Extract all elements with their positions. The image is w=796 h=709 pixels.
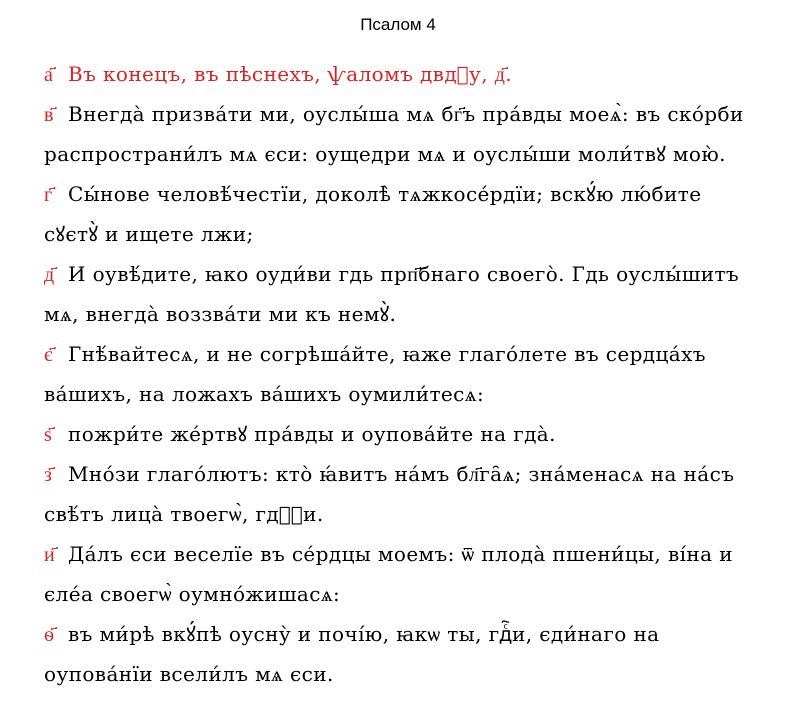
verse-2 [44, 94, 744, 174]
verse-text: Да́лъ єси веселїе въ се́рдцы моемъ: ѿ плода̀ пшени́цы, ві́на и єле́а своегѡ̀ оумно́жишасѧ: [44, 542, 733, 606]
verse-text: И оувѣ́дите, ꙗко оуди́ви гдь прп҃бнаго своего̀. Гдь оуслы́шитъ мѧ, внегда̀ воззва́ти ми къ немꙋ̀. [44, 262, 740, 326]
verse-number: г҃ [44, 182, 53, 206]
page-title: Псалом 4 [360, 15, 436, 34]
verse-number: з҃ [44, 462, 53, 486]
verse-number: ѕ҃ [44, 422, 53, 446]
verse-4 [44, 254, 744, 334]
verse-text: Въ конецъ, въ пѣснехъ, ѱаломъ двдⷣу, д҃. [68, 62, 513, 86]
verse-number: и҃ [44, 542, 56, 566]
psalm-text [44, 54, 744, 694]
verse-3 [44, 174, 744, 254]
verse-text: Мно́зи глаго́лютъ: кто̀ ꙗ́витъ на́мъ бл҃га̑ѧ; зна́менасѧ на на́съ свѣ́тъ лица̀ твоегѡ̀, гдⷭ҇и. [44, 462, 735, 526]
verse-5 [44, 334, 744, 414]
verse-number: в҃ [44, 102, 54, 126]
verse-9 [44, 614, 744, 694]
verse-text: Сы́нове человѣ́честїи, доколѣ̀ тѧжкосе́рдїи; вскꙋ́ю лю́бите сꙋєтꙋ̀ и ищете лжи; [44, 182, 702, 246]
verse-7 [44, 454, 744, 534]
verse-6 [44, 414, 744, 454]
verse-number: д҃ [44, 262, 55, 286]
verse-text: Гнѣ́вайтесѧ, и не согрѣша́йте, ꙗже глаго́лете въ сердца́хъ ва́шихъ, на ложахъ ва́шихъ оумили́тесѧ: [44, 342, 706, 406]
verse-text: въ ми́рѣ вкꙋ́пѣ оусну̀ и почі́ю, ꙗкѡ ты, гдⷭ҇и, єди́наго на оупова́нїи всели́лъ мѧ єси. [44, 622, 660, 686]
verse-number: а҃ [44, 62, 54, 86]
verse-text: пожри́те же́ртвꙋ пра́вды и оупова́йте на гда̀. [68, 422, 556, 446]
verse-number: є҃ [44, 342, 53, 366]
verse-text: Внегда̀ призва́ти ми, оуслы́ша мѧ бг҃ъ пра́вды моеѧ̀: въ ско́рби распространи́лъ мѧ єси: оущедри мѧ и оуслы́ши моли́твꙋ мою̀. [44, 102, 744, 166]
verse-1 [44, 54, 744, 94]
verse-number: ѳ҃ [44, 622, 55, 646]
verse-8 [44, 534, 744, 614]
